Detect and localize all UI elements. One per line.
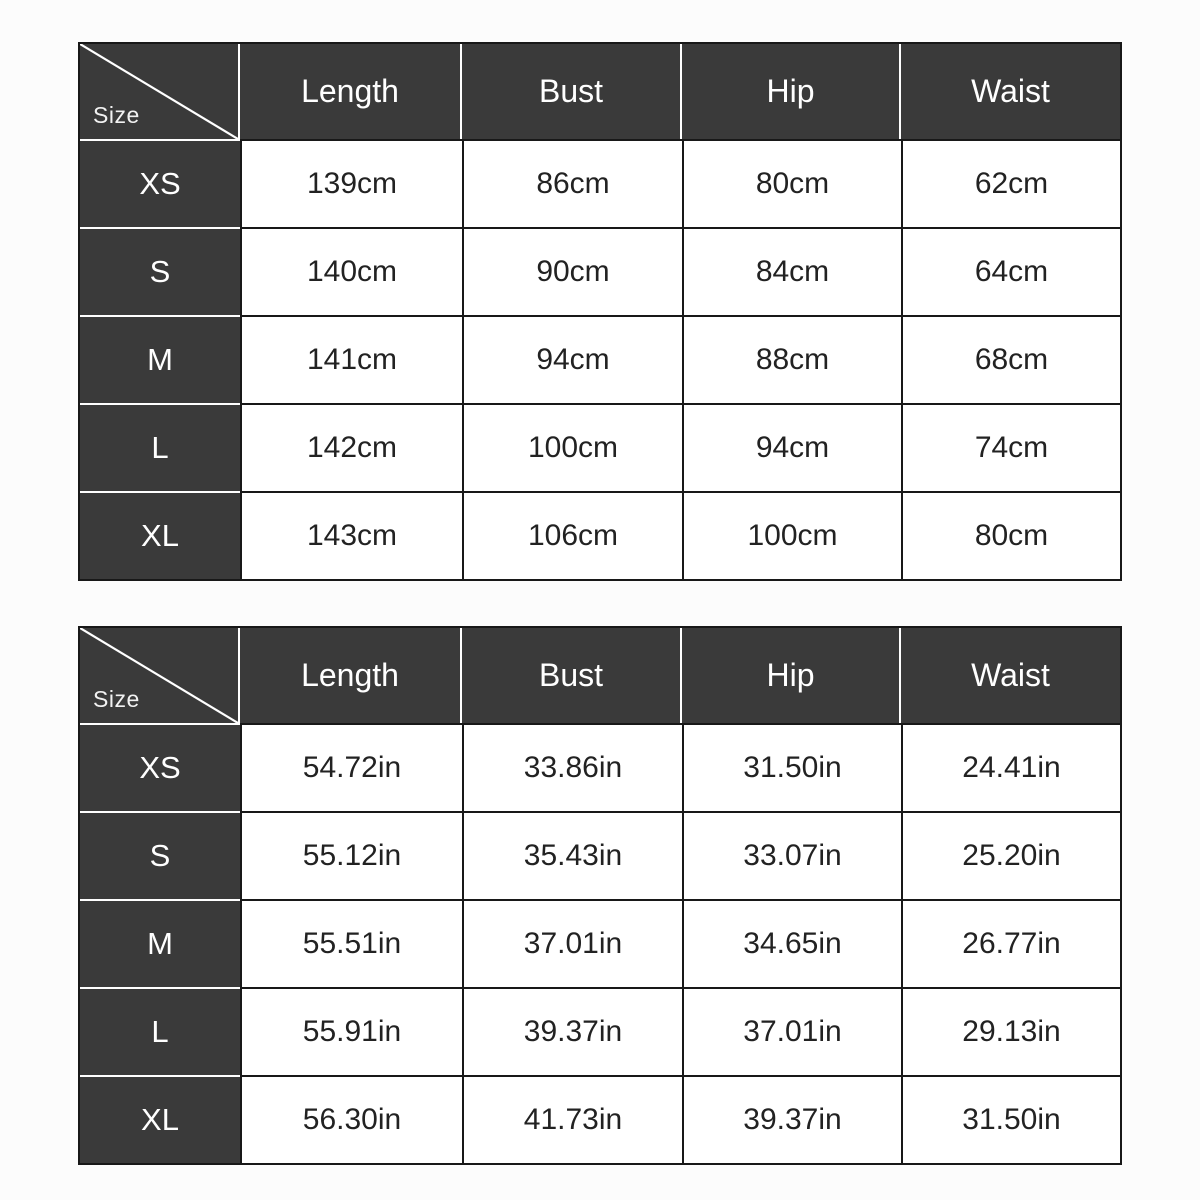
header-row-inches xyxy=(80,628,1120,723)
size-row-label-m: M xyxy=(80,899,240,987)
table-row xyxy=(80,315,1120,403)
size-row-label-m: M xyxy=(80,315,240,403)
table-row xyxy=(80,811,1120,899)
measurement-cell: 33.07in xyxy=(682,811,901,899)
table-row xyxy=(80,899,1120,987)
column-header-length: Length xyxy=(240,628,462,723)
measurement-cell: 80cm xyxy=(901,491,1120,579)
measurement-cell: 86cm xyxy=(462,139,682,227)
column-header-bust: Bust xyxy=(462,44,682,139)
measurement-cell: 56.30in xyxy=(240,1075,462,1163)
measurement-cell: 88cm xyxy=(682,315,901,403)
table-row xyxy=(80,1075,1120,1163)
measurement-cell: 55.12in xyxy=(240,811,462,899)
measurement-cell: 39.37in xyxy=(462,987,682,1075)
measurement-cell: 37.01in xyxy=(462,899,682,987)
measurement-cell: 24.41in xyxy=(901,723,1120,811)
corner-size-label: Size xyxy=(93,102,140,128)
column-header-length: Length xyxy=(240,44,462,139)
measurement-cell: 90cm xyxy=(462,227,682,315)
measurement-cell: 29.13in xyxy=(901,987,1120,1075)
measurement-cell: 140cm xyxy=(240,227,462,315)
size-chart-cm xyxy=(78,42,1122,581)
column-header-bust: Bust xyxy=(462,628,682,723)
table-row xyxy=(80,491,1120,579)
table-row xyxy=(80,723,1120,811)
size-row-label-xs: XS xyxy=(80,723,240,811)
table-gap xyxy=(78,581,1122,626)
size-row-label-l: L xyxy=(80,403,240,491)
measurement-cell: 141cm xyxy=(240,315,462,403)
measurement-cell: 142cm xyxy=(240,403,462,491)
measurement-cell: 33.86in xyxy=(462,723,682,811)
measurement-cell: 80cm xyxy=(682,139,901,227)
measurement-cell: 35.43in xyxy=(462,811,682,899)
measurement-cell: 68cm xyxy=(901,315,1120,403)
table-row xyxy=(80,403,1120,491)
measurement-cell: 31.50in xyxy=(682,723,901,811)
measurement-cell: 37.01in xyxy=(682,987,901,1075)
measurement-cell: 106cm xyxy=(462,491,682,579)
measurement-cell: 39.37in xyxy=(682,1075,901,1163)
corner-size-label: Size xyxy=(93,686,140,712)
size-row-label-l: L xyxy=(80,987,240,1075)
column-header-hip: Hip xyxy=(682,628,901,723)
measurement-cell: 41.73in xyxy=(462,1075,682,1163)
size-row-label-xl: XL xyxy=(80,1075,240,1163)
measurement-cell: 26.77in xyxy=(901,899,1120,987)
measurement-cell: 25.20in xyxy=(901,811,1120,899)
measurement-cell: 34.65in xyxy=(682,899,901,987)
table-row xyxy=(80,987,1120,1075)
size-chart-inches xyxy=(78,626,1122,1165)
table-row xyxy=(80,227,1120,315)
column-header-hip: Hip xyxy=(682,44,901,139)
header-row-cm xyxy=(80,44,1120,139)
measurement-cell: 64cm xyxy=(901,227,1120,315)
size-row-label-s: S xyxy=(80,227,240,315)
measurement-cell: 55.91in xyxy=(240,987,462,1075)
measurement-cell: 54.72in xyxy=(240,723,462,811)
measurement-cell: 55.51in xyxy=(240,899,462,987)
measurement-cell: 62cm xyxy=(901,139,1120,227)
corner-header-cell xyxy=(80,628,240,723)
measurement-cell: 100cm xyxy=(682,491,901,579)
table-row xyxy=(80,139,1120,227)
measurement-cell: 74cm xyxy=(901,403,1120,491)
column-header-waist: Waist xyxy=(901,628,1120,723)
measurement-cell: 84cm xyxy=(682,227,901,315)
measurement-cell: 139cm xyxy=(240,139,462,227)
measurement-cell: 143cm xyxy=(240,491,462,579)
measurement-cell: 100cm xyxy=(462,403,682,491)
measurement-cell: 94cm xyxy=(462,315,682,403)
measurement-cell: 94cm xyxy=(682,403,901,491)
measurement-cell: 31.50in xyxy=(901,1075,1120,1163)
corner-header-cell xyxy=(80,44,240,139)
column-header-waist: Waist xyxy=(901,44,1120,139)
size-row-label-xs: XS xyxy=(80,139,240,227)
size-row-label-xl: XL xyxy=(80,491,240,579)
size-row-label-s: S xyxy=(80,811,240,899)
